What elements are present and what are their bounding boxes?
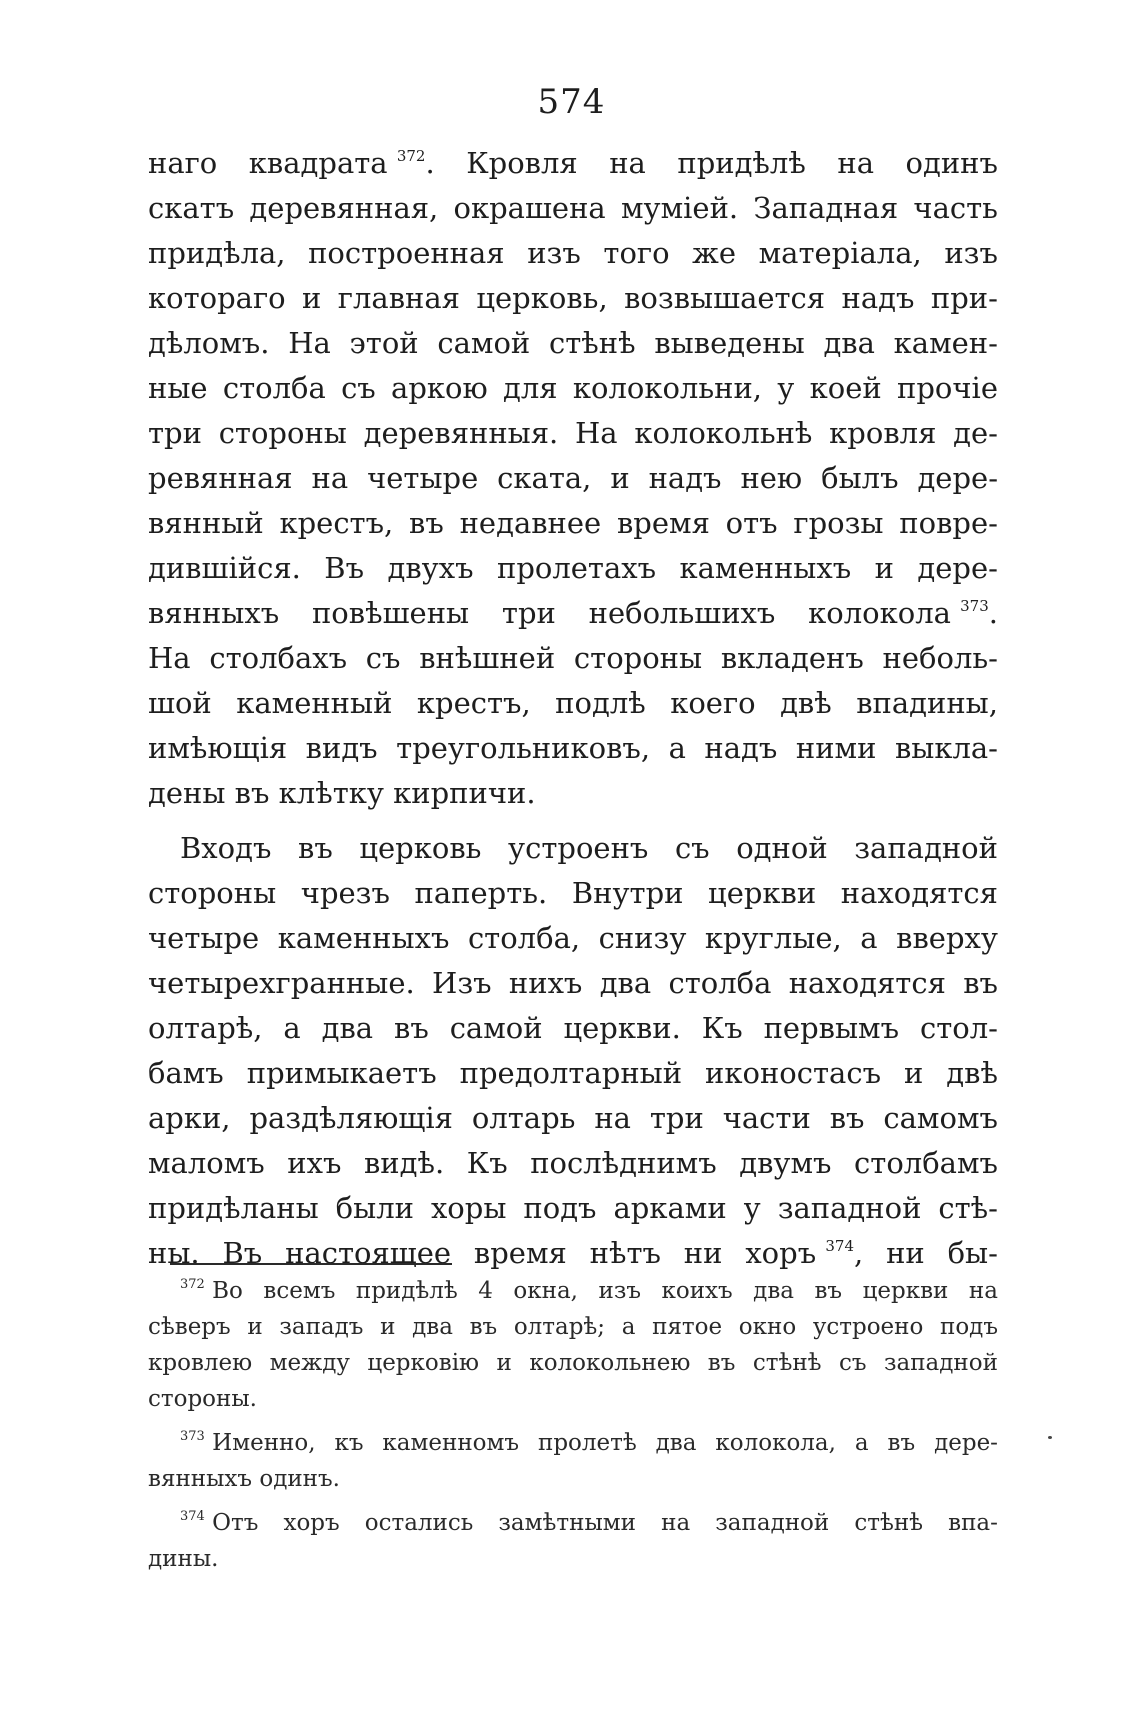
text-line: [148, 771, 998, 816]
word: колокольни,: [572, 371, 763, 405]
word: впа-: [948, 1510, 998, 1536]
word: стороны: [573, 641, 703, 675]
word: въ: [394, 1011, 429, 1045]
word: подъ: [940, 1314, 998, 1340]
word: столба: [222, 371, 326, 405]
word: церкви: [862, 1278, 949, 1304]
word: съ: [838, 1350, 867, 1376]
word: находятся: [788, 966, 946, 1000]
word: выведены: [654, 326, 805, 360]
word: ни: [683, 1236, 723, 1270]
word: въ: [814, 1278, 843, 1304]
word: вянный: [148, 506, 264, 540]
word: вянныхъ: [148, 1466, 253, 1492]
word: столбахъ: [209, 641, 348, 675]
word: ные: [148, 371, 208, 405]
word: остались: [364, 1510, 474, 1536]
text-line: [148, 826, 998, 871]
footnotes: [148, 1273, 998, 1577]
word: одинъ: [905, 146, 998, 180]
word: матеріала,: [758, 236, 922, 270]
word: два: [823, 326, 875, 360]
footnote-line: [148, 1273, 998, 1309]
footnote-line: [148, 1309, 998, 1345]
word: колокола $^{373}$.: [808, 596, 998, 630]
word: церковь: [359, 831, 482, 865]
word: деревянныя.: [363, 416, 559, 450]
word: повре-: [899, 506, 998, 540]
word: крестъ,: [416, 686, 531, 720]
word: два: [321, 1011, 374, 1045]
word: часть: [913, 191, 998, 225]
footnote-line: [148, 1541, 998, 1577]
word: На: [575, 416, 618, 450]
word: арками: [613, 1191, 727, 1225]
word: подъ: [523, 1191, 597, 1225]
word: надъ: [704, 731, 778, 765]
word: колокольнею: [529, 1350, 691, 1376]
word: того: [603, 236, 670, 270]
word: придѣланы: [148, 1191, 319, 1225]
word: коихъ: [661, 1278, 733, 1304]
word: олтарѣ;: [513, 1314, 606, 1340]
word: паперть.: [414, 876, 548, 910]
text-line: [148, 1051, 998, 1096]
word: а: [854, 1430, 869, 1456]
word: и: [302, 281, 322, 315]
footnote-marker: 374: [180, 1509, 205, 1524]
word: и: [247, 1314, 263, 1340]
word: иконостасъ: [705, 1056, 882, 1090]
word: въ: [409, 506, 444, 540]
word: муміей.: [620, 191, 739, 225]
word: Внутри: [571, 876, 684, 910]
footnote-ref[interactable]: 372: [396, 147, 426, 165]
word: надъ: [648, 461, 722, 495]
footnote-line: [148, 1425, 998, 1461]
word: окно: [738, 1314, 797, 1340]
word: камен-: [893, 326, 998, 360]
word: всемъ: [263, 1278, 336, 1304]
footnote-ref[interactable]: 374: [825, 1237, 855, 1255]
word: два: [599, 966, 652, 1000]
text-line: [148, 591, 998, 636]
text-line: [148, 231, 998, 276]
word: $^{374}$ Отъ: [180, 1509, 259, 1536]
text-line: [148, 411, 998, 456]
word: время: [616, 506, 710, 540]
word: коей: [809, 371, 882, 405]
word: надъ: [841, 281, 915, 315]
word: выкла-: [894, 731, 998, 765]
text-line: [148, 321, 998, 366]
word: послѣднимъ: [530, 1146, 717, 1180]
word: аркою: [391, 371, 488, 405]
text-line: [148, 366, 998, 411]
word: части: [722, 1101, 811, 1135]
word: три: [148, 416, 202, 450]
word: устроенъ: [508, 831, 649, 865]
word: двумъ: [739, 1146, 832, 1180]
text-line: [148, 141, 998, 186]
word: кровлею: [148, 1350, 253, 1376]
text-line: [148, 1186, 998, 1231]
word: и: [610, 461, 630, 495]
word: а: [283, 1011, 301, 1045]
word: первымъ: [763, 1011, 900, 1045]
word: Въ: [222, 1236, 263, 1270]
word: церкви: [708, 876, 817, 910]
word: возвышается: [624, 281, 826, 315]
word: Входъ: [180, 831, 272, 865]
text-line: [148, 546, 998, 591]
word: предолтарный: [459, 1056, 683, 1090]
word: церкви.: [563, 1011, 681, 1045]
word: грозы: [793, 506, 884, 540]
word: у: [743, 1191, 761, 1225]
word: ихъ: [287, 1146, 342, 1180]
word: олтарѣ,: [148, 1011, 263, 1045]
word: дере-: [934, 1430, 998, 1456]
text-line: [148, 186, 998, 231]
word: въ: [298, 831, 333, 865]
word: Къ: [466, 1146, 508, 1180]
word: западной: [777, 1191, 922, 1225]
word: пятое: [652, 1314, 723, 1340]
word: клѣтку: [278, 776, 384, 810]
body-text: [148, 141, 998, 1276]
word: два: [655, 1430, 697, 1456]
word: между: [269, 1350, 350, 1376]
word: одной: [736, 831, 828, 865]
word: при-: [930, 281, 998, 315]
word: ни: [886, 1236, 925, 1270]
word: придѣла,: [148, 236, 286, 270]
word: четыре: [367, 461, 479, 495]
word: квадрата $^{372}$.: [248, 146, 435, 180]
word: построенная: [308, 236, 505, 270]
word: прочіе: [897, 371, 998, 405]
word: самой: [437, 326, 531, 360]
word: колокольнѣ: [634, 416, 813, 450]
footnote-marker: 372: [180, 1277, 205, 1292]
word: стол-: [919, 1011, 998, 1045]
word: а: [621, 1314, 636, 1340]
word: арки,: [148, 1101, 231, 1135]
word: каменный: [236, 686, 393, 720]
text-line: [148, 916, 998, 961]
word: и: [874, 551, 894, 585]
word: самой: [449, 1011, 543, 1045]
word: раздѣляющія: [249, 1101, 453, 1135]
word: западной: [715, 1510, 830, 1536]
word: стѣнѣ: [854, 1510, 924, 1536]
word: ревянная: [148, 461, 293, 495]
word: кирпичи.: [393, 776, 536, 810]
word: снизу: [598, 921, 687, 955]
word: хоръ: [283, 1510, 340, 1536]
word: четырехгранные.: [148, 966, 415, 1000]
word: окна,: [513, 1278, 578, 1304]
word: дѣломъ.: [148, 326, 270, 360]
word: стороны: [148, 876, 277, 910]
word: повѣшены: [311, 596, 470, 630]
word: дере-: [917, 551, 998, 585]
word: время: [473, 1236, 567, 1270]
word: вверху: [896, 921, 998, 955]
word: двѣ: [780, 686, 832, 720]
word: нихъ: [508, 966, 583, 1000]
word: замѣтными: [498, 1510, 636, 1536]
word: а: [860, 921, 878, 955]
word: олтарь: [471, 1101, 576, 1135]
word: и: [496, 1350, 512, 1376]
word: 4: [478, 1278, 493, 1304]
word: треугольниковъ,: [396, 731, 651, 765]
footnote-line: [148, 1345, 998, 1381]
word: три: [501, 596, 556, 630]
word: западной: [883, 1350, 998, 1376]
word: вянныхъ: [148, 596, 280, 630]
word: былъ: [821, 461, 899, 495]
word: въ: [887, 1430, 916, 1456]
word: Западная: [753, 191, 899, 225]
word: коего: [670, 686, 756, 720]
word: въ: [469, 1314, 498, 1340]
word: пролетѣ: [537, 1430, 637, 1456]
word: стороны.: [148, 1386, 257, 1412]
word: въ: [829, 1101, 865, 1135]
word: окрашена: [453, 191, 606, 225]
word: шой: [148, 686, 212, 720]
word: хоръ $^{374}$,: [745, 1236, 864, 1270]
word: $^{373}$ Именно,: [180, 1429, 316, 1456]
footnote-marker: 373: [180, 1429, 205, 1444]
word: въ: [234, 776, 270, 810]
word: ската,: [497, 461, 592, 495]
word: же: [692, 236, 736, 270]
word: стѣнѣ: [549, 326, 636, 360]
word: бы-: [947, 1236, 998, 1270]
word: для: [503, 371, 558, 405]
word: вкладенъ: [720, 641, 864, 675]
text-line: [148, 681, 998, 726]
word: изъ: [527, 236, 581, 270]
word: столба,: [467, 921, 581, 955]
word: самомъ: [883, 1101, 998, 1135]
word: на: [837, 146, 874, 180]
word: четыре: [148, 921, 260, 955]
word: одинъ.: [259, 1466, 340, 1492]
footnote-line: [148, 1505, 998, 1541]
word: стѣ-: [938, 1191, 998, 1225]
word: три: [649, 1101, 704, 1135]
word: были: [335, 1191, 414, 1225]
word: ны.: [148, 1236, 200, 1270]
word: главная: [337, 281, 460, 315]
word: западъ: [279, 1314, 364, 1340]
word: дившійся.: [148, 551, 301, 585]
word: котораго: [148, 281, 286, 315]
text-line: [148, 456, 998, 501]
word: двухъ: [387, 551, 474, 585]
word: маломъ: [148, 1146, 265, 1180]
word: хоры: [430, 1191, 507, 1225]
word: Къ: [701, 1011, 743, 1045]
word: съ: [674, 831, 710, 865]
word: бамъ: [148, 1056, 224, 1090]
footnote-line: [148, 1461, 998, 1497]
word: ними: [795, 731, 877, 765]
word: видѣ.: [363, 1146, 445, 1180]
text-line: [148, 276, 998, 321]
word: недавнее: [459, 506, 602, 540]
word: два: [753, 1278, 794, 1304]
word: этой: [349, 326, 419, 360]
word: впадины,: [856, 686, 998, 720]
word: въ: [963, 966, 998, 1000]
word: кровля: [829, 416, 937, 450]
word: у: [777, 371, 795, 405]
word: столбамъ: [854, 1146, 998, 1180]
word: чрезъ: [300, 876, 390, 910]
word: видъ: [305, 731, 378, 765]
word: скатъ: [148, 191, 235, 225]
word: Кровля: [466, 146, 578, 180]
word: а: [668, 731, 686, 765]
word: изъ: [944, 236, 998, 270]
scan-speck: [1048, 1436, 1052, 1439]
word: стороны: [218, 416, 347, 450]
page-number: 574: [537, 82, 606, 122]
footnote-line: [148, 1381, 998, 1417]
text-line: [148, 1141, 998, 1186]
word: крестъ,: [279, 506, 394, 540]
word: пролетахъ: [496, 551, 657, 585]
word: въ: [707, 1350, 736, 1376]
word: западной: [854, 831, 998, 865]
text-line: [148, 961, 998, 1006]
text-line: [148, 1006, 998, 1051]
word: столба: [668, 966, 772, 1000]
word: каменныхъ: [679, 551, 852, 585]
word: и: [380, 1314, 396, 1340]
word: отъ: [725, 506, 778, 540]
word: двѣ: [946, 1056, 998, 1090]
word: находятся: [840, 876, 998, 910]
word: нѣтъ: [589, 1236, 661, 1270]
footnote-ref[interactable]: 373: [960, 597, 989, 615]
word: изъ: [598, 1278, 641, 1304]
word: къ: [334, 1430, 364, 1456]
word: сѣверъ: [148, 1314, 231, 1340]
word: дены: [148, 776, 226, 810]
word: неболь-: [882, 641, 998, 675]
word: де-: [953, 416, 998, 450]
text-line: [148, 871, 998, 916]
word: имѣющія: [148, 731, 288, 765]
word: и: [903, 1056, 924, 1090]
word: дины.: [148, 1546, 219, 1572]
word: дере-: [917, 461, 998, 495]
word: на: [609, 146, 646, 180]
word: подлѣ: [555, 686, 646, 720]
word: церковь,: [476, 281, 608, 315]
word: колокола,: [715, 1430, 836, 1456]
word: стѣнѣ: [752, 1350, 822, 1376]
word: небольшихъ: [588, 596, 776, 630]
word: круглые,: [704, 921, 842, 955]
word: на: [594, 1101, 631, 1135]
word: на: [311, 461, 349, 495]
word: на: [968, 1278, 998, 1304]
word: настоящее: [285, 1236, 452, 1270]
text-line: [148, 501, 998, 546]
word: нею: [740, 461, 803, 495]
text-line: [148, 1231, 998, 1276]
word: $^{372}$ Во: [180, 1277, 243, 1304]
word: церковію: [367, 1350, 480, 1376]
text-line: [148, 636, 998, 681]
text-line: [148, 1096, 998, 1141]
word: съ: [365, 641, 401, 675]
word: Въ: [324, 551, 365, 585]
word: деревянная,: [249, 191, 439, 225]
word: Изъ: [432, 966, 492, 1000]
word: придѣлѣ: [677, 146, 806, 180]
word: каменныхъ: [277, 921, 450, 955]
word: наго: [148, 146, 218, 180]
word: На: [288, 326, 331, 360]
word: каменномъ: [382, 1430, 520, 1456]
text-line: [148, 726, 998, 771]
word: придѣлѣ: [355, 1278, 458, 1304]
word: съ: [341, 371, 376, 405]
footnote-divider: [170, 1263, 452, 1265]
word: На: [148, 641, 191, 675]
word: два: [412, 1314, 453, 1340]
word: примыкаетъ: [246, 1056, 437, 1090]
word: на: [661, 1510, 691, 1536]
word: устроено: [812, 1314, 924, 1340]
word: внѣшней: [419, 641, 556, 675]
